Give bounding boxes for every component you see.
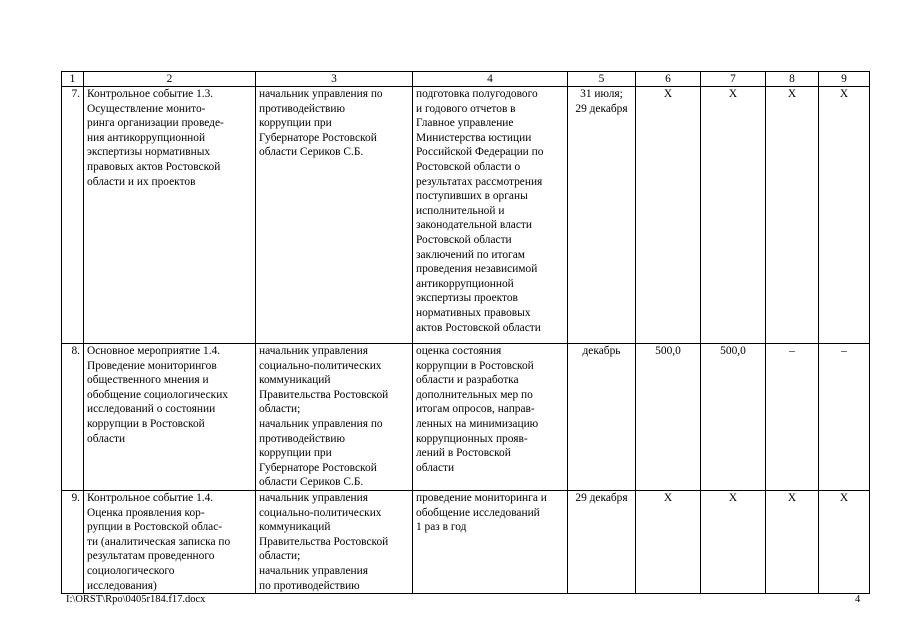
result-cell: оценка состояния коррупции в Ростовской области и разработка дополнительных мер по итогам опросов, направ- ленных на минимизацию коррупционных прояв- лений в Ростовской области bbox=[413, 344, 568, 491]
col-header-2: 2 bbox=[84, 72, 256, 87]
responsible-cell: начальник управления социально-политических коммуникаций Правительства Ростовской области; начальник управления по противодействию коррупции при Губернаторе Ростовской области Сериков С.Б. bbox=[256, 344, 413, 491]
col-header-6: 6 bbox=[636, 72, 701, 87]
col6-cell: 500,0 bbox=[636, 344, 701, 491]
col7-cell: 500,0 bbox=[701, 344, 766, 491]
row-number: 9. bbox=[62, 491, 84, 594]
row-number: 7. bbox=[62, 87, 84, 344]
col-header-8: 8 bbox=[766, 72, 819, 87]
event-cell: Контрольное событие 1.3. Осуществление монито- ринга организации проведе- ния антикоррупционной экспертизы нормативных правовых актов Ростовской области и их проектов bbox=[84, 87, 256, 344]
col7-cell: Х bbox=[701, 87, 766, 344]
plan-table bbox=[61, 71, 870, 594]
col-header-9: 9 bbox=[819, 72, 870, 87]
file-path-footer: I:\ORST\Rpo\0405r184.f17.docx bbox=[66, 594, 206, 605]
responsible-cell: начальник управления социально-политических коммуникаций Правительства Ростовской области; начальник управления по противодействию bbox=[256, 491, 413, 594]
col-header-4: 4 bbox=[413, 72, 568, 87]
table-row bbox=[62, 344, 870, 491]
col8-cell: – bbox=[766, 344, 819, 491]
col-header-7: 7 bbox=[701, 72, 766, 87]
col9-cell: Х bbox=[819, 491, 870, 594]
col-header-3: 3 bbox=[256, 72, 413, 87]
col-header-1: 1 bbox=[62, 72, 84, 87]
page-number: 4 bbox=[855, 594, 861, 605]
term-cell: декабрь bbox=[568, 344, 636, 491]
event-cell: Основное мероприятие 1.4. Проведение мониторингов общественного мнения и обобщение социологических исследований о состоянии коррупции в Ростовской области bbox=[84, 344, 256, 491]
column-number-row bbox=[62, 72, 870, 87]
term-cell: 31 июля; 29 декабря bbox=[568, 87, 636, 344]
col7-cell: Х bbox=[701, 491, 766, 594]
table-row bbox=[62, 491, 870, 594]
event-cell: Контрольное событие 1.4. Оценка проявления кор- рупции в Ростовской облас- ти (аналитическая записка по результатам проведенного социологического исследования) bbox=[84, 491, 256, 594]
row-number: 8. bbox=[62, 344, 84, 491]
col9-cell: Х bbox=[819, 87, 870, 344]
term-cell: 29 декабря bbox=[568, 491, 636, 594]
responsible-cell: начальник управления по противодействию коррупции при Губернаторе Ростовской области Сериков С.Б. bbox=[256, 87, 413, 344]
result-cell: подготовка полугодового и годового отчетов в Главное управление Министерства юстиции Российской Федерации по Ростовской области о результатах рассмотрения поступивших в органы исполнительной и законодательной власти Ростовской области заключений по итогам проведения независимой антикоррупционной экспертизы проектов нормативных правовых актов Ростовской области bbox=[413, 87, 568, 344]
col8-cell: Х bbox=[766, 87, 819, 344]
col6-cell: Х bbox=[636, 491, 701, 594]
col6-cell: Х bbox=[636, 87, 701, 344]
result-cell: проведение мониторинга и обобщение исследований 1 раз в год bbox=[413, 491, 568, 594]
col9-cell: – bbox=[819, 344, 870, 491]
table-row bbox=[62, 87, 870, 344]
col-header-5: 5 bbox=[568, 72, 636, 87]
col8-cell: Х bbox=[766, 491, 819, 594]
